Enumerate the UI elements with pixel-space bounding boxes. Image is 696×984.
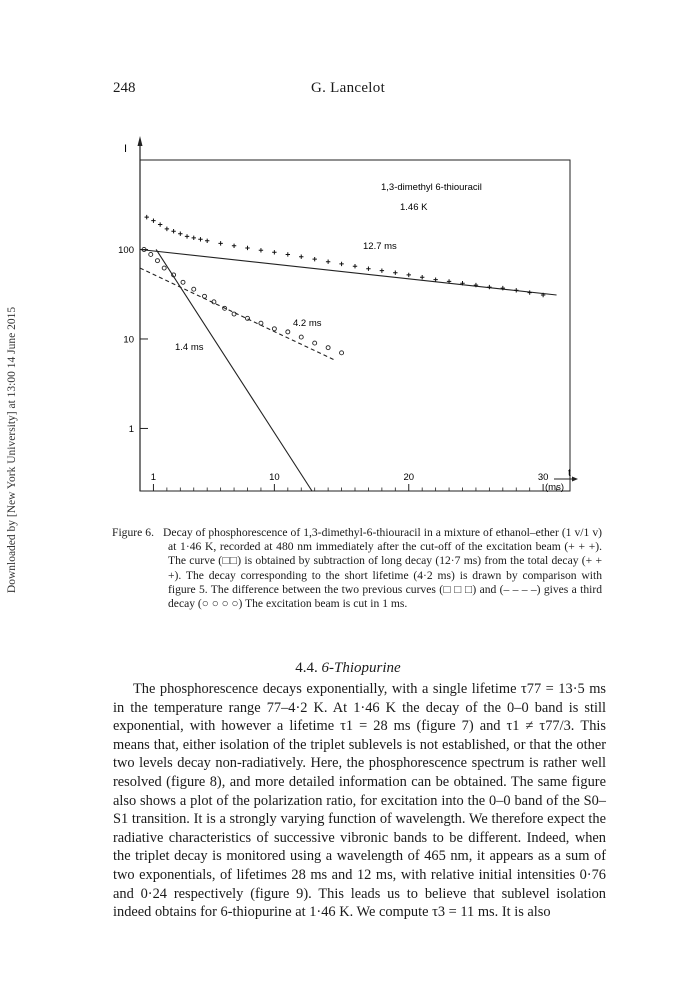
figure-caption xyxy=(112,526,602,611)
circle-point xyxy=(340,351,344,355)
plus-point xyxy=(527,290,531,294)
x-axis-label: t xyxy=(568,468,571,479)
y-axis-label: I xyxy=(124,143,128,155)
plus-point xyxy=(178,232,182,236)
plus-point xyxy=(339,262,343,266)
circle-point xyxy=(232,312,236,316)
plus-point xyxy=(205,239,209,243)
x-tick-label: 30 xyxy=(537,472,549,483)
page-number: 248 xyxy=(113,80,136,96)
plus-point xyxy=(232,244,236,248)
mid-lifetime-label: 4.2 ms xyxy=(293,318,322,329)
plus-point xyxy=(312,257,316,261)
circle-point xyxy=(326,346,330,350)
circle-point xyxy=(286,330,290,334)
plus-point xyxy=(286,252,290,256)
plus-point xyxy=(420,275,424,279)
y-tick-label: 1 xyxy=(128,423,134,435)
plus-point xyxy=(393,271,397,275)
x-tick-label: 10 xyxy=(269,472,280,483)
plus-point xyxy=(380,268,384,272)
section-heading xyxy=(0,660,696,677)
circle-point xyxy=(313,341,317,345)
circle-point xyxy=(203,294,207,298)
circle-point xyxy=(192,287,196,291)
plus-point xyxy=(151,218,155,222)
body-paragraph: The phosphorescence decays exponentially, with a single lifetime τ77 = 13·5 ms in the temperature range 77–4·2 K. At 1·46 K the decay of the 0–0 band is still exponential, with however a lifetime τ1 = 28 ms (figure 7) and τ1 ≠ τ77/3. This means that, either isolation of the triplet sublevels is not established, or that the other two levels decay non-radiatively. Here, the phosphorescence spectrum is rather well resolved (figure 8), and more detailed information can be obtained. The same figure also shows a plot of the polarization ratio, for excitation into the 0–0 band of the S0–S1 transition. It is a strongly varying function of wavelength. We therefore expect the radiative characteristics of successive vibronic bands to be different. Indeed, when the triplet decay is monitored using a wavelength of 465 nm, it appears as a sum of two exponentials, of lifetimes 28 ms and 12 ms, with relative initial intensities 0·76 and 0·24 respectively (figure 9). This leads us to believe that sublevel isolation indeed obtains for 6-thiopurine at 1·46 K. We compute τ3 = 11 ms. It is also xyxy=(113,681,606,921)
plus-point xyxy=(165,227,169,231)
plus-point xyxy=(158,222,162,226)
plus-point xyxy=(198,237,202,241)
title-line2: 1.46 K xyxy=(400,202,428,213)
circle-point xyxy=(181,280,185,284)
x-tick-label: 20 xyxy=(403,472,415,483)
circle-point xyxy=(149,252,153,256)
plus-point xyxy=(299,255,303,259)
section-title: 6-Thiopurine xyxy=(321,660,401,676)
plus-point xyxy=(407,273,411,277)
plus-point xyxy=(145,215,149,219)
y-tick-label: 100 xyxy=(118,244,134,256)
caption-label: Figure 6. xyxy=(112,526,154,539)
plus-point xyxy=(192,236,196,240)
plus-point xyxy=(218,241,222,245)
plus-point xyxy=(487,285,491,289)
x-tick-label: 1 xyxy=(150,472,157,483)
circle-point xyxy=(246,316,250,320)
section-number: 4.4. xyxy=(295,660,318,676)
short-lifetime-label: 1.4 ms xyxy=(175,342,204,353)
plus-point xyxy=(366,266,370,270)
running-head-author: G. Lancelot xyxy=(310,80,386,96)
title-line1: 1,3-dimethyl 6-thiouracil xyxy=(381,182,482,193)
plus-point xyxy=(326,260,330,264)
fit-line xyxy=(156,249,312,491)
circle-point xyxy=(299,335,303,339)
y-tick-label: 10 xyxy=(123,334,134,346)
figure-frame xyxy=(138,136,571,491)
plus-point xyxy=(272,250,276,254)
plus-point xyxy=(185,234,189,238)
circle-point xyxy=(272,327,276,331)
body-text xyxy=(113,680,606,922)
caption-text: Decay of phosphorescence of 1,3-dimethyl-6-thiouracil in a mixture of ethanol–ether (1 v/1 v) at 1·46 K, recorded at 480 nm immediately after the cut-off of the excitation beam (+ + +). The curve (□□) is obtained by subtraction of long decay (12·7 ms) from the total decay (+ + +). The decay corresponding to the short lifetime (4·2 ms) is drawn by comparison with figure 5. The difference between the two previous curves (□ □ □) and (– – – –) gives a third decay (○ ○ ○ ○) The excitation beam is cut in 1 ms. xyxy=(163,526,602,611)
circle-point xyxy=(162,266,166,270)
plus-point xyxy=(353,264,357,268)
fit-line xyxy=(140,268,335,360)
plus-point xyxy=(514,288,518,292)
watermark-text: Downloaded by [New York University] at 13:00 14 June 2015 xyxy=(6,306,18,594)
fit-line xyxy=(140,249,557,295)
plus-point xyxy=(245,246,249,250)
plus-point xyxy=(171,229,175,233)
x-axis-unit: (ms) xyxy=(545,482,564,493)
long-lifetime-label: 12.7 ms xyxy=(363,241,397,252)
plus-point xyxy=(259,248,263,252)
circle-point xyxy=(155,259,159,263)
